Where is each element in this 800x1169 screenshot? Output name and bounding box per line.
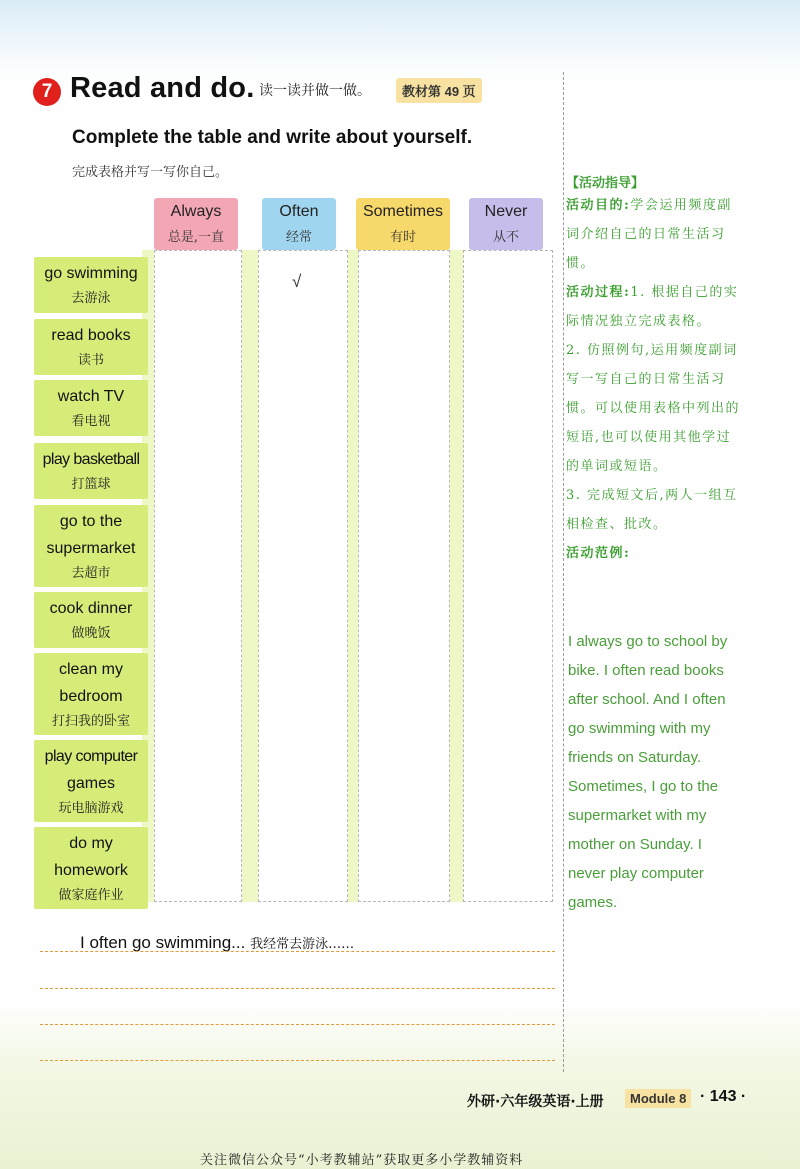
row-label-cn: 做晚饭 — [71, 626, 111, 641]
column-gap — [348, 250, 358, 902]
writing-line[interactable] — [40, 1060, 555, 1061]
column-header-often — [262, 198, 336, 250]
column-often-cells[interactable] — [258, 250, 348, 902]
row-label-watch-tv — [34, 380, 148, 436]
row-label-en-line2: homework — [54, 862, 128, 879]
column-header-cn: 经常 — [285, 230, 312, 245]
row-label-en: watch TV — [57, 388, 125, 405]
column-header-cn: 有时 — [389, 230, 416, 245]
column-header-always — [154, 198, 238, 250]
writing-line[interactable] — [40, 988, 555, 989]
row-label-en-line2: games — [66, 775, 116, 792]
row-label-cn: 去超市 — [71, 566, 111, 581]
row-label-do-my-homework — [34, 827, 148, 909]
column-header-never — [469, 198, 543, 250]
exercise-title: Read and do. — [70, 72, 255, 104]
row-label-cn: 玩电脑游戏 — [58, 801, 124, 816]
row-label-cn: 打扫我的卧室 — [51, 714, 130, 729]
row-label-en: go swimming — [44, 265, 138, 282]
exercise-number-badge: 7 — [33, 78, 61, 106]
row-label-clean-my-bedroom — [34, 653, 148, 735]
row-label-play-basketball — [34, 443, 148, 499]
watermark-text: 关注微信公众号“小考教辅站”获取更多小学教辅资料 — [200, 1153, 524, 1168]
check-mark: √ — [292, 272, 302, 291]
column-divider — [563, 72, 564, 1072]
guide-process-label: 活动过程: — [566, 285, 631, 300]
guide-process-1: 1. 根据自己的实际情况独立完成表格。 — [566, 285, 739, 329]
row-label-en: read books — [51, 327, 131, 344]
page-number: · 143 · — [700, 1088, 747, 1105]
row-label-go-swimming — [34, 257, 148, 313]
column-sometimes-cells[interactable] — [358, 250, 450, 902]
column-header-cn: 总是,一直 — [167, 230, 225, 245]
row-label-read-books — [34, 319, 148, 375]
column-header-label: Often — [279, 203, 319, 220]
column-header-label: Always — [170, 203, 222, 220]
guide-sample-text: I always go to school by bike. I often read books after school. And I often go swimming with my friends on Saturday. Sometimes, I go to the supermarket with my mother on Sunday. I never play computer games. — [568, 633, 728, 911]
row-label-en: play basketball — [42, 451, 140, 468]
row-label-cn: 做家庭作业 — [58, 888, 124, 903]
guide-heading: 【活动指导】 — [566, 176, 645, 191]
module-tag: Module 8 — [625, 1089, 691, 1108]
column-header-sometimes — [356, 198, 450, 250]
guide-purpose-text: 学会运用频度副词介绍自己的日常生活习惯。 — [566, 198, 732, 271]
row-label-en-line1: go to the — [59, 513, 123, 530]
row-label-cn: 去游泳 — [71, 291, 111, 306]
guide-process-3: 3. 完成短文后,两人一组互相检查、批改。 — [566, 488, 738, 532]
guide-sample-label: 活动范例: — [566, 546, 631, 561]
row-label-en-line2: supermarket — [46, 540, 136, 557]
activity-guide — [566, 172, 741, 568]
guide-purpose-label: 活动目的: — [566, 198, 631, 213]
guide-process-2: 2. 仿照例句,运用频度副词写一写自己的日常生活习惯。可以使用表格中列出的短语,也可以使用其他学过的单词或短语。 — [566, 343, 741, 474]
column-header-label: Never — [484, 203, 528, 220]
column-header-label: Sometimes — [362, 203, 444, 220]
column-gap — [450, 250, 463, 902]
column-gap — [242, 250, 258, 902]
row-label-en-line1: clean my — [58, 661, 124, 678]
row-label-cn: 看电视 — [71, 414, 111, 429]
textbook-page-ref: 教材第 49 页 — [396, 78, 482, 103]
row-label-play-computer-games — [34, 740, 148, 822]
column-never-cells[interactable] — [463, 250, 553, 902]
footer-book-title: 外研·六年级英语·上册 — [467, 1094, 604, 1110]
row-label-en-line1: do my — [69, 835, 113, 852]
row-label-en-line1: play computer — [44, 748, 138, 765]
row-label-cook-dinner — [34, 592, 148, 648]
writing-line[interactable] — [40, 1024, 555, 1025]
column-header-cn: 从不 — [492, 230, 519, 245]
writing-example-cn: 我经常去游泳…… — [250, 937, 355, 952]
instruction-cn: 完成表格并写一写你自己。 — [72, 165, 229, 180]
column-always-cells[interactable] — [154, 250, 242, 902]
exercise-title-cn: 读一读并做一做。 — [259, 83, 371, 99]
instruction-en: Complete the table and write about yourself. — [72, 127, 473, 148]
row-label-en: cook dinner — [49, 600, 133, 617]
writing-example-en: I often go swimming... — [80, 933, 246, 952]
row-label-cn: 读书 — [77, 353, 104, 368]
writing-example — [80, 933, 354, 953]
row-label-cn: 打篮球 — [71, 477, 111, 492]
row-label-go-to-the-supermarket — [34, 505, 148, 587]
writing-line[interactable] — [40, 951, 555, 952]
row-label-en-line2: bedroom — [59, 688, 123, 705]
